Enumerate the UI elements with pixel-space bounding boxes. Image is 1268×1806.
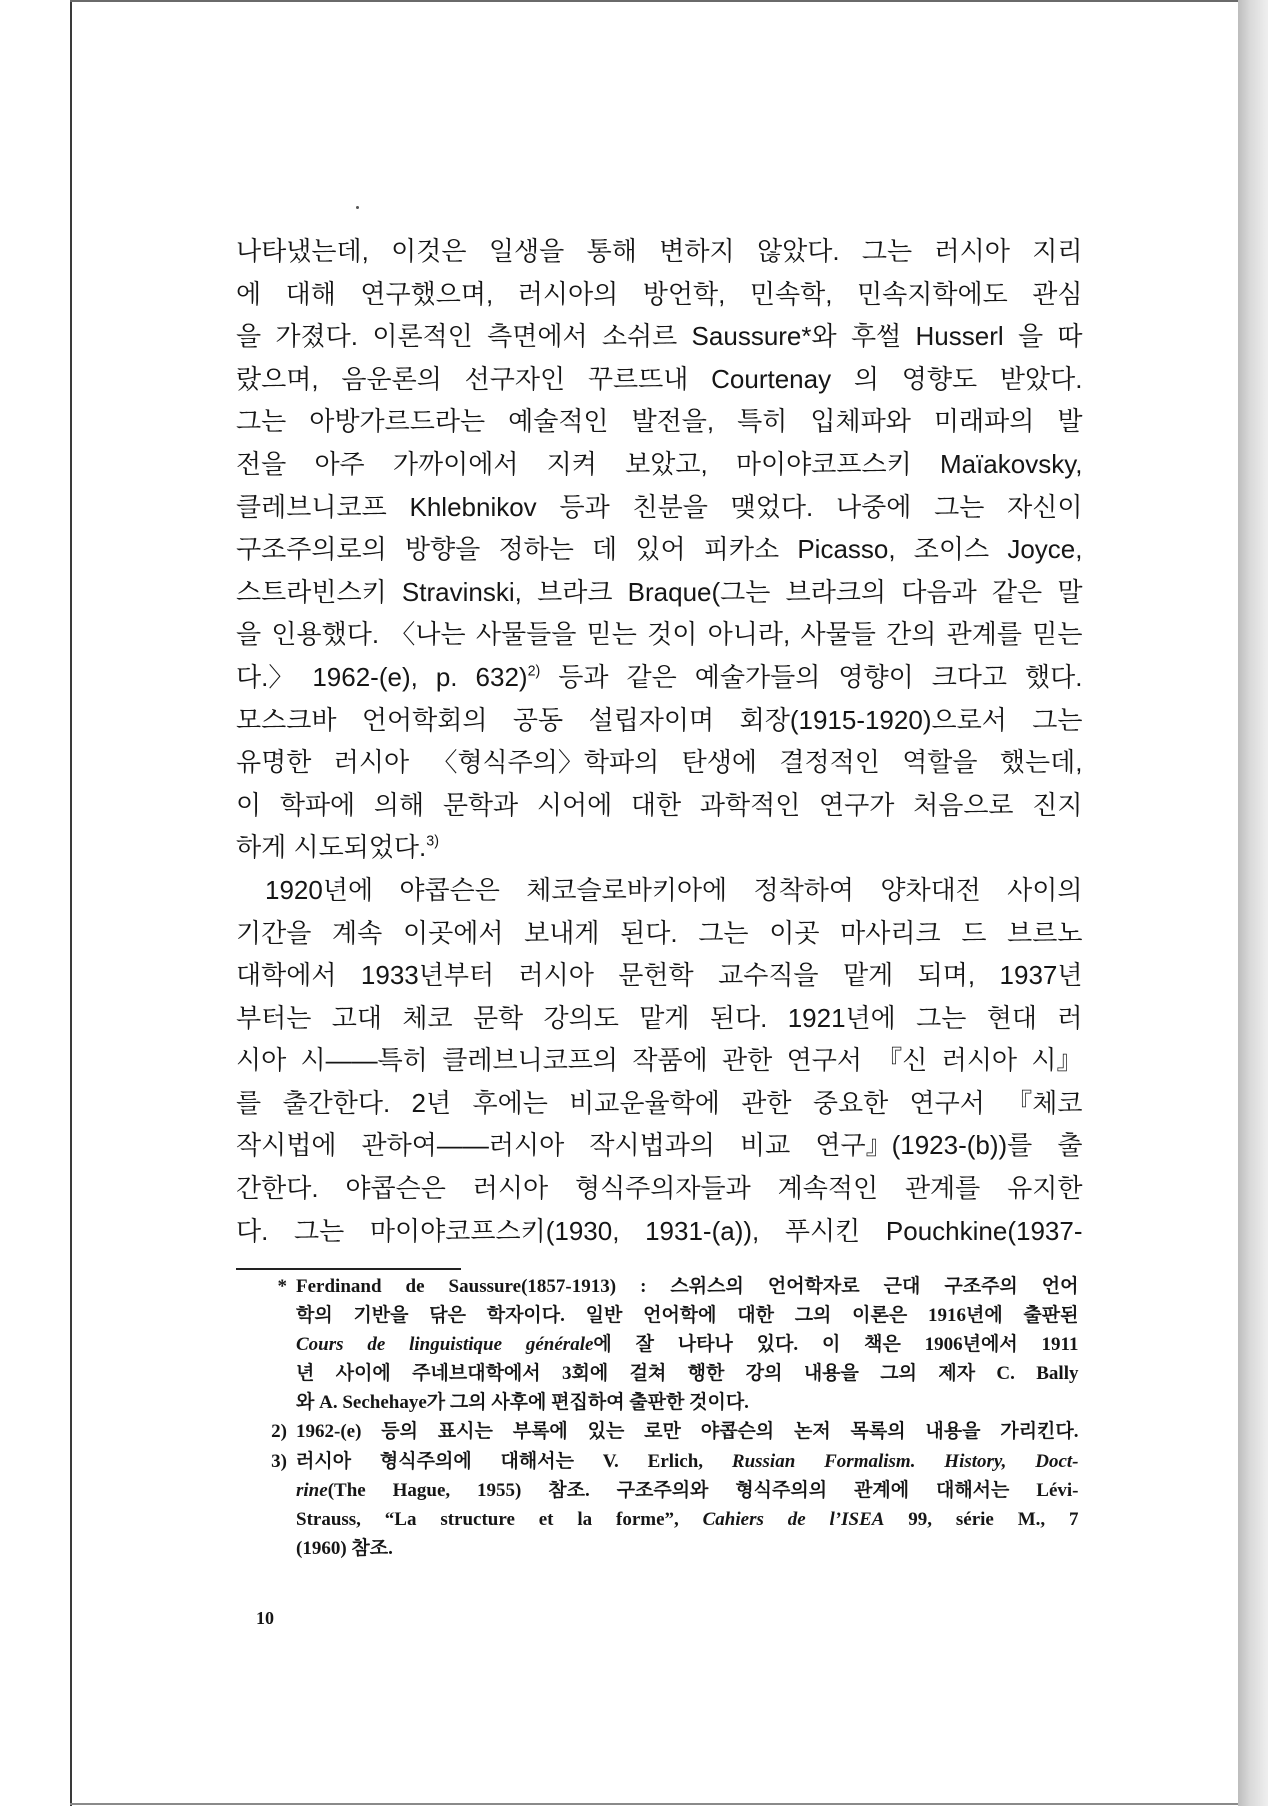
italic-title: rine	[296, 1479, 328, 1501]
text-line	[236, 699, 1083, 742]
text-run: 클레브니코프 Khlebnikov 등과 친분을 맺었다. 나중에 그는 자신이	[236, 491, 1083, 522]
text-line	[236, 826, 1083, 869]
text-line	[236, 1082, 1083, 1125]
text-run: 년 사이에 주네브대학에서 3회에 걸쳐 행한 강의 내용을 그의 제자 C. Bally	[296, 1363, 1079, 1385]
text-run: 랐으며, 음운론의 선구자인 꾸르뜨내 Courtenay 의 영향도 받았다.	[236, 363, 1083, 394]
footnote-line-content	[296, 1476, 1079, 1505]
text-line	[236, 400, 1083, 443]
footnote-marker: 2)	[271, 1421, 287, 1443]
text-line-content	[236, 230, 1083, 273]
italic-title: Cahiers de l’ISEA	[702, 1508, 885, 1530]
text-line	[236, 443, 1083, 486]
footnote-line-content	[296, 1505, 1079, 1534]
text-run: 구조주의로의 방향을 정하는 데 있어 피카소 Picasso, 조이스 Joyce,	[236, 534, 1083, 565]
footnote	[256, 1272, 1079, 1417]
italic-title: Russian Formalism. History, Doct-	[731, 1450, 1079, 1472]
text-run: 등과 같은 예술가들의 영향이 크다고 했다.	[540, 661, 1083, 692]
footnotes	[256, 1272, 1079, 1563]
footnote-lines	[296, 1272, 1079, 1417]
text-run: 99, série M., 7	[884, 1508, 1079, 1530]
text-line	[236, 1167, 1083, 1210]
text-line-content	[236, 613, 1083, 656]
text-line-content	[236, 528, 1083, 571]
page-left-edge	[70, 0, 72, 1806]
text-line-content	[236, 571, 1083, 614]
footnote-line	[296, 1505, 1079, 1534]
text-line-content	[236, 486, 1083, 529]
text-run: 이 학파에 의해 문학과 시어에 대한 과학적인 연구가 처음으로 진지	[236, 789, 1083, 820]
text-line-content	[236, 1124, 1083, 1167]
text-line	[236, 954, 1083, 997]
paragraph	[236, 230, 1083, 869]
text-run: 전을 아주 가까이에서 지켜 보았고, 마이야코프스키 Maïakovsky,	[236, 448, 1083, 479]
text-run: 에 잘 나타나 있다. 이 책은 1906년에서 1911	[593, 1334, 1079, 1356]
text-line	[236, 230, 1083, 273]
text-run: (1960) 참조.	[296, 1537, 393, 1559]
text-run: 하게 시도되었다.	[236, 832, 427, 863]
text-line	[236, 1124, 1083, 1167]
text-line	[236, 1210, 1083, 1253]
text-line-content	[236, 400, 1083, 443]
footnote-marker: 3)	[271, 1450, 287, 1472]
footnote-line-content	[296, 1330, 1079, 1359]
footnote-line-content	[296, 1417, 1079, 1446]
text-run: 다. 그는 마이야코프스키(1930, 1931-(a)), 푸시킨 Pouchkine(1937-	[236, 1215, 1083, 1246]
footnote-line	[296, 1272, 1079, 1301]
text-line-content	[236, 1210, 1083, 1253]
text-run: (The Hague, 1955) 참조. 구조주의와 형식주의의 관계에 대해서는 Lévi-	[327, 1479, 1079, 1501]
text-run: 을 가졌다. 이론적인 측면에서 소쉬르 Saussure*와 후썰 Husserl 을 따	[236, 321, 1083, 352]
footnote-lines	[296, 1447, 1079, 1563]
footnote-reference: 2)	[527, 663, 541, 680]
text-run: 부터는 고대 체코 문학 강의도 맡게 된다. 1921년에 그는 현대 러	[236, 1002, 1083, 1033]
text-run: 에 대해 연구했으며, 러시아의 방언학, 민속학, 민속지학에도 관심	[236, 278, 1083, 309]
italic-title: Cours de linguistique générale	[296, 1334, 594, 1356]
text-run: 학의 기반을 닦은 학자이다. 일반 언어학에 대한 그의 이론은 1916년에 출판된	[296, 1305, 1079, 1327]
footnote-line-content	[296, 1388, 749, 1417]
footnote-line	[296, 1534, 1079, 1563]
text-run: 유명한 러시아 〈형식주의〉학파의 탄생에 결정적인 역할을 했는데,	[236, 747, 1083, 778]
footnote-rule	[236, 1268, 461, 1270]
text-line-content	[236, 741, 1083, 784]
page-number: 10	[256, 1608, 274, 1628]
footnote-line	[296, 1330, 1079, 1359]
text-line-content	[236, 912, 1083, 955]
footnote-line	[296, 1388, 1079, 1417]
text-line	[236, 997, 1083, 1040]
footnote-line-content	[296, 1301, 1079, 1330]
text-line	[236, 1039, 1083, 1082]
footnote-line	[296, 1476, 1079, 1505]
text-line-content	[236, 1167, 1083, 1210]
text-run: 모스크바 언어학회의 공동 설립자이며 회장(1915-1920)으로서 그는	[236, 704, 1083, 735]
text-line-content	[236, 784, 1083, 827]
footnote-line-content	[296, 1359, 1079, 1388]
page-top-edge	[70, 0, 1238, 2]
footnote	[256, 1417, 1079, 1446]
text-line	[236, 784, 1083, 827]
text-line	[236, 613, 1083, 656]
text-line-content	[236, 315, 1083, 358]
footnote-line-content	[296, 1447, 1079, 1476]
text-line	[236, 869, 1083, 912]
footnote-line-content	[296, 1534, 393, 1563]
footnote-line	[296, 1301, 1079, 1330]
text-run: 그는 아방가르드라는 예술적인 발전을, 특히 입체파와 미래파의 발	[236, 406, 1083, 437]
footnote-line	[296, 1359, 1079, 1388]
main-text	[236, 230, 1083, 1252]
text-line-content	[236, 656, 1083, 699]
text-run: Ferdinand de Saussure(1857-1913) : 스위스의 언어학자로 근대 구조주의 언어	[296, 1276, 1079, 1297]
text-line	[236, 912, 1083, 955]
text-run: 와 A. Sechehaye가 그의 사후에 편집하여 출판한 것이다.	[296, 1392, 749, 1414]
text-run: 를 출간한다. 2년 후에는 비교운율학에 관한 중요한 연구서 『체코	[236, 1087, 1083, 1118]
text-run: 러시아 형식주의에 대해서는 V. Erlich,	[296, 1450, 732, 1472]
text-run: 기간을 계속 이곳에서 보내게 된다. 그는 이곳 마사리크 드 브르노	[236, 917, 1083, 948]
text-line	[236, 656, 1083, 699]
footnote-line-content	[296, 1272, 1079, 1301]
footnote-reference: 3)	[426, 833, 439, 850]
text-run: 나타냈는데, 이것은 일생을 통해 변하지 않았다. 그는 러시아 지리	[236, 236, 1083, 266]
text-line-content	[236, 699, 1083, 742]
page-bottom-edge	[70, 1803, 1238, 1805]
text-line	[236, 571, 1083, 614]
paragraph	[236, 869, 1083, 1252]
page-right-shadow	[1238, 0, 1268, 1806]
text-line	[236, 528, 1083, 571]
text-line	[236, 358, 1083, 401]
text-line-content	[236, 358, 1083, 401]
text-run: 1920년에 야콥슨은 체코슬로바키아에 정착하여 양차대전 사이의	[265, 874, 1083, 905]
text-run: 스트라빈스키 Stravinski, 브라크 Braque(그는 브라크의 다음과 같은 말	[236, 576, 1083, 607]
text-line	[236, 486, 1083, 529]
text-run: 작시법에 관하여——러시아 작시법과의 비교 연구』(1923-(b))를 출	[236, 1130, 1083, 1161]
text-run: 대학에서 1933년부터 러시아 문헌학 교수직을 맡게 되며, 1937년	[236, 960, 1083, 991]
text-line-content	[236, 443, 1083, 486]
footnote-line	[296, 1447, 1079, 1476]
footnote	[256, 1447, 1079, 1563]
footnote-line	[296, 1417, 1079, 1446]
text-line-content	[236, 1082, 1083, 1125]
footnote-marker: *	[277, 1276, 287, 1297]
scan-speck	[356, 206, 359, 209]
text-line-content	[236, 273, 1083, 316]
text-run: Strauss, “La structure et la forme”,	[296, 1508, 703, 1530]
footnote-lines	[296, 1417, 1079, 1446]
text-run: 을 인용했다. 〈나는 사물들을 믿는 것이 아니라, 사물들 간의 관계를 믿는	[236, 619, 1083, 650]
text-run: 시아 시——특히 클레브니코프의 작품에 관한 연구서 『신 러시아 시』	[236, 1045, 1083, 1076]
text-line-content	[236, 954, 1083, 997]
text-line-content	[265, 869, 1083, 912]
text-run: 간한다. 야콥슨은 러시아 형식주의자들과 계속적인 관계를 유지한	[236, 1173, 1083, 1204]
text-line-content	[236, 997, 1083, 1040]
text-run: 1962-(e) 등의 표시는 부록에 있는 로만 야콥슨의 논저 목록의 내용을 가리킨다.	[296, 1421, 1079, 1443]
text-run: 다.〉 1962-(e), p. 632)	[236, 661, 528, 692]
text-line-content	[236, 1039, 1083, 1082]
text-line	[236, 273, 1083, 316]
text-line-content	[236, 826, 439, 869]
text-line	[236, 741, 1083, 784]
text-line	[236, 315, 1083, 358]
